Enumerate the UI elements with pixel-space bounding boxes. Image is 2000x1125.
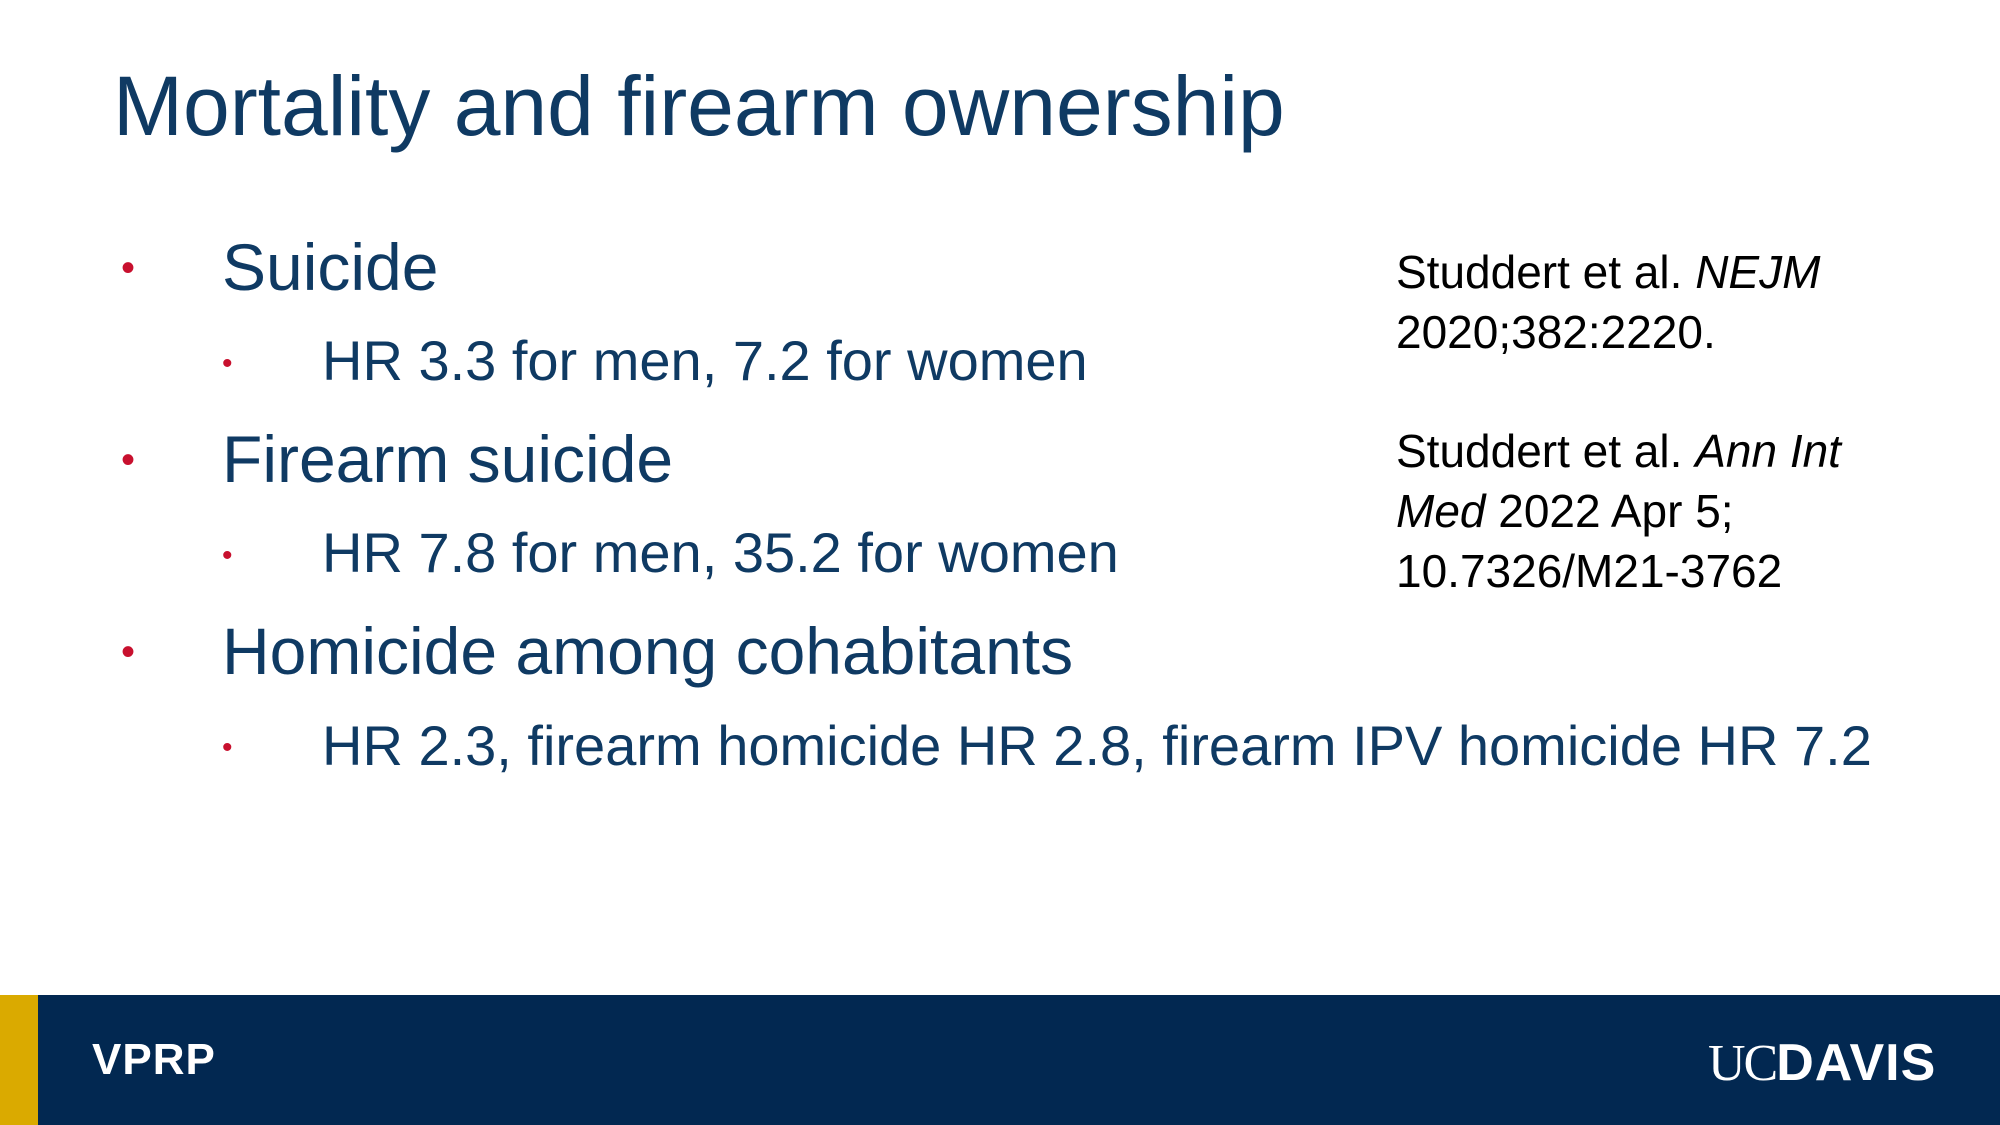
reference-journal: Ann Int Med: [1396, 425, 1841, 537]
sub-bullet-suicide-hr: HR 3.3 for men, 7.2 for women: [322, 329, 1088, 392]
slide-title: Mortality and firearm ownership: [113, 59, 1285, 153]
bullet-marker: •: [121, 246, 136, 290]
logo-davis: DAVIS: [1776, 1034, 1937, 1092]
reference-ann-int-med: [1396, 421, 1916, 601]
reference-citation: 2022 Apr 5; 10.7326/M21-3762: [1396, 485, 1783, 597]
bullet-marker: •: [121, 438, 136, 482]
bullet-homicide-cohabitants: Homicide among cohabitants: [222, 614, 1074, 688]
bullet-suicide: Suicide: [222, 230, 439, 304]
sub-bullet-firearm-suicide-hr: HR 7.8 for men, 35.2 for women: [322, 521, 1119, 584]
reference-authors: Studdert et al.: [1396, 425, 1683, 477]
bullet-firearm-suicide: Firearm suicide: [222, 422, 674, 496]
reference-journal: NEJM: [1695, 246, 1821, 298]
reference-nejm: [1396, 242, 1820, 362]
sub-bullet-marker: •: [222, 347, 233, 380]
reference-authors: Studdert et al.: [1396, 246, 1683, 298]
footer-accent-stripe: [0, 995, 38, 1125]
bullet-marker: •: [121, 630, 136, 674]
footer-bar: [0, 995, 2000, 1125]
footer-label: VPRP: [92, 1035, 216, 1084]
logo-uc: UC: [1708, 1035, 1777, 1092]
sub-bullet-homicide-hr: HR 2.3, firearm homicide HR 2.8, firearm IPV homicide HR 7.2: [322, 714, 1872, 777]
reference-citation: 2020;382:2220.: [1396, 306, 1716, 358]
sub-bullet-marker: •: [222, 539, 233, 572]
sub-bullet-marker: •: [222, 731, 233, 764]
uc-davis-logo: [1708, 1035, 1936, 1091]
